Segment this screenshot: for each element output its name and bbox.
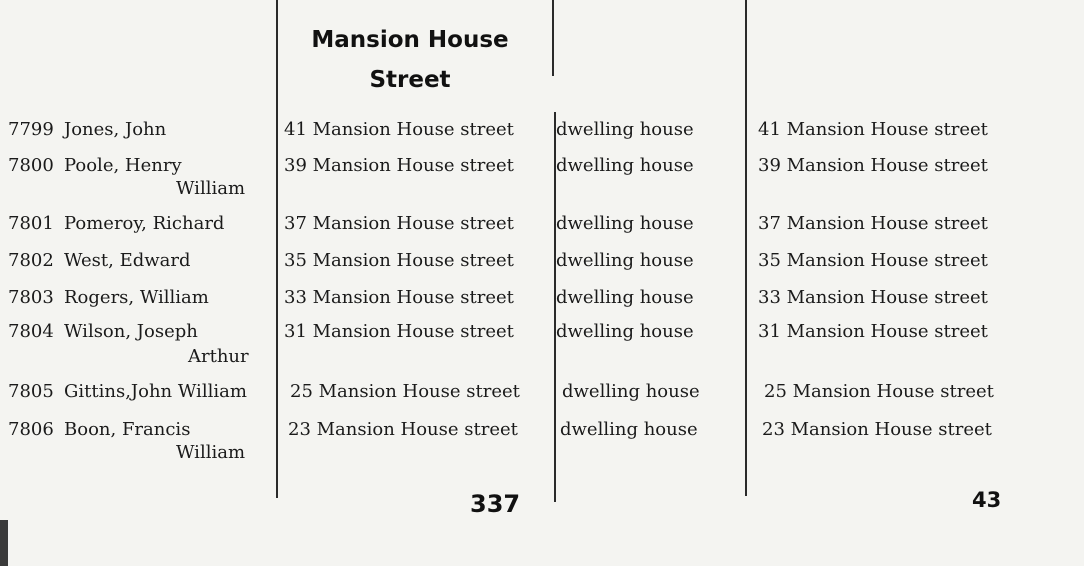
- elector-name: Jones, John: [64, 119, 167, 140]
- elector-number: 7802: [8, 250, 54, 271]
- elector-number: 7803: [8, 287, 54, 308]
- street-heading-line2: Street: [369, 67, 451, 93]
- register-row: [0, 320, 1084, 380]
- qualification-description: dwelling house: [560, 419, 698, 440]
- property-address: 33 Mansion House street: [758, 287, 988, 308]
- elector-name: Rogers, William: [64, 287, 209, 308]
- elector-name: Gittins,John William: [64, 381, 247, 402]
- page-number-center: 337: [470, 490, 521, 518]
- abode-address: 25 Mansion House street: [290, 381, 520, 402]
- elector-number: 7801: [8, 213, 54, 234]
- elector-number: 7799: [8, 119, 54, 140]
- abode-address: 37 Mansion House street: [284, 213, 514, 234]
- qualification-description: dwelling house: [556, 213, 694, 234]
- abode-address: 31 Mansion House street: [284, 321, 514, 342]
- binding-edge-shadow: [0, 520, 8, 566]
- abode-address: 39 Mansion House street: [284, 155, 514, 176]
- elector-name: Poole, Henry: [64, 155, 182, 176]
- elector-number: 7804: [8, 321, 54, 342]
- property-address: 39 Mansion House street: [758, 155, 988, 176]
- elector-name-continued: William: [176, 178, 246, 199]
- street-heading: [282, 20, 538, 100]
- qualification-description: dwelling house: [556, 155, 694, 176]
- register-row: [0, 418, 1084, 478]
- property-address: 25 Mansion House street: [764, 381, 994, 402]
- abode-address: 33 Mansion House street: [284, 287, 514, 308]
- property-address: 31 Mansion House street: [758, 321, 988, 342]
- page-number-right: 43: [972, 488, 1002, 512]
- elector-number: 7805: [8, 381, 54, 402]
- qualification-description: dwelling house: [556, 250, 694, 271]
- qualification-description: dwelling house: [556, 321, 694, 342]
- column-rule-2: [552, 0, 554, 76]
- abode-address: 41 Mansion House street: [284, 119, 514, 140]
- elector-number: 7806: [8, 419, 54, 440]
- abode-address: 23 Mansion House street: [288, 419, 518, 440]
- elector-number: 7800: [8, 155, 54, 176]
- property-address: 41 Mansion House street: [758, 119, 988, 140]
- qualification-description: dwelling house: [556, 119, 694, 140]
- elector-name: Pomeroy, Richard: [64, 213, 225, 234]
- register-row: [0, 154, 1084, 214]
- elector-name-continued: William: [176, 442, 246, 463]
- street-heading-line1: Mansion House: [311, 27, 509, 53]
- abode-address: 35 Mansion House street: [284, 250, 514, 271]
- property-address: 37 Mansion House street: [758, 213, 988, 234]
- elector-name: Boon, Francis: [64, 419, 191, 440]
- elector-name: Wilson, Joseph: [64, 321, 198, 342]
- qualification-description: dwelling house: [562, 381, 700, 402]
- property-address: 35 Mansion House street: [758, 250, 988, 271]
- property-address: 23 Mansion House street: [762, 419, 992, 440]
- qualification-description: dwelling house: [556, 287, 694, 308]
- elector-name-continued: Arthur: [188, 346, 249, 367]
- elector-name: West, Edward: [64, 250, 191, 271]
